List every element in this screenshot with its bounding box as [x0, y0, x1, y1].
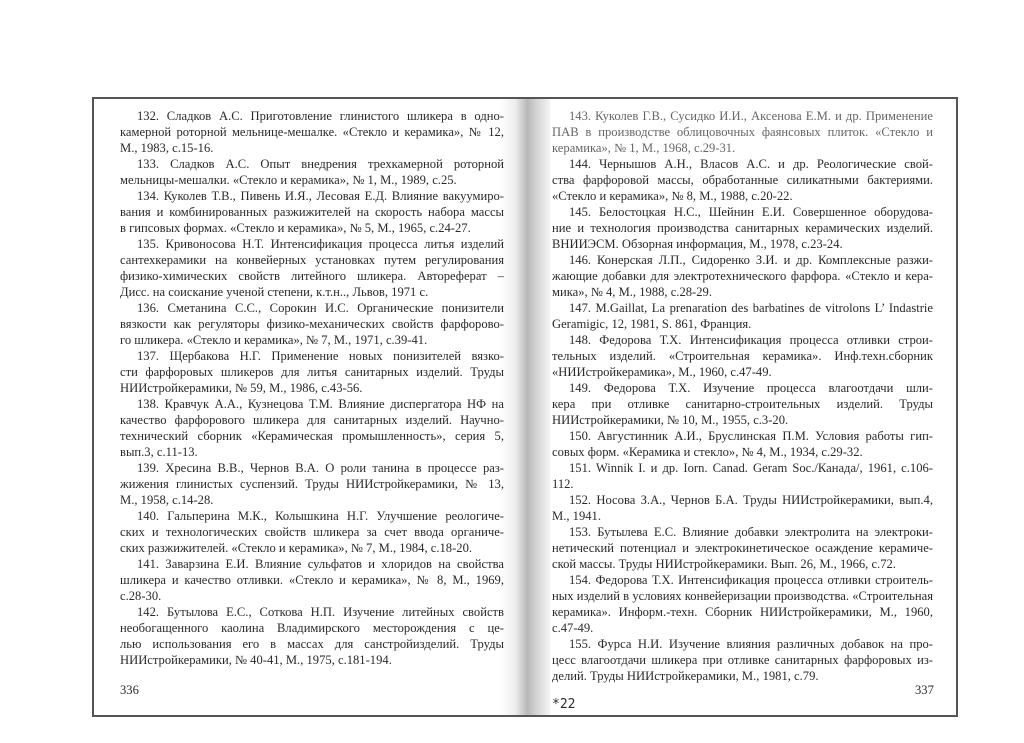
text-line: тельных изделий. «Строительная керамика». Инф.техн.сборник: [552, 349, 933, 363]
signature-mark: *22: [552, 697, 576, 712]
reference-entry: [120, 604, 504, 668]
text-line: 140. Гальперина М.К., Колышкина Н.Г. Улучшение реологиче-: [137, 509, 504, 523]
page-number-left: 336: [120, 683, 139, 697]
text-line: 141. Заварзина Е.И. Влияние сульфатов и хлоридов на свойства: [137, 557, 504, 571]
text-line: 133. Сладков А.С. Опыт внедрения трехкамерной роторной: [137, 157, 504, 171]
text-line: необогащенного каолина Владимирского месторождения с це-: [120, 621, 504, 635]
text-line: вып.3, с.11-13.: [120, 445, 198, 459]
reference-entry: [120, 156, 504, 188]
reference-entry: [120, 300, 504, 348]
text-line: кера при отливке санитарно-строительных изделий. Труды: [552, 397, 933, 411]
text-line: ской массы. Труды НИИстройкерамики. Вып. 26, М., 1966, с.72.: [552, 557, 896, 571]
reference-entry: [552, 332, 933, 380]
text-line: Geramigic, 12, 1981, S. 861, Франция.: [552, 317, 752, 331]
reference-entry: [552, 636, 933, 684]
text-line: НИИстройкерамики, № 10, М., 1955, с.3-20.: [552, 413, 789, 427]
reference-entry: [120, 108, 504, 156]
reference-entry: [120, 508, 504, 556]
text-line: 145. Белостоцкая Н.С., Шейнин Е.И. Совершенное оборудова-: [569, 205, 933, 219]
text-line: мельницы-мешалки. «Стекло и керамика», № 1, М., 1989, с.25.: [120, 173, 457, 187]
reference-entry: [552, 492, 933, 524]
text-line: 139. Хресина В.В., Чернов В.А. О роли танина в процессе раз-: [137, 461, 504, 475]
reference-entry: [552, 524, 933, 572]
text-line: НИИстройкерамики, № 59, М., 1986, с.43-56.: [120, 381, 363, 395]
text-line: керамика», № 1, М., 1968, с.29-31.: [552, 141, 736, 155]
text-line: ства фарфоровой массы, обработанные силикатными бактериями.: [552, 173, 933, 187]
reference-entry: [120, 236, 504, 300]
reference-entry: [120, 348, 504, 396]
page-number-right: 337: [915, 683, 934, 697]
text-line: физико-химических свойств литейного шликера. Автореферат –: [120, 269, 504, 283]
text-line: 134. Куколев Т.В., Пивень И.Я., Лесовая Е.Д. Влияние вакуумиро-: [137, 189, 504, 203]
text-line: 148. Федорова Т.Х. Интенсификация процесса отливки строи-: [569, 333, 933, 347]
text-line: жижения глинистых суспензий. Труды НИИстройкерамики, № 13,: [120, 477, 504, 491]
text-line: 153. Бутылева Е.С. Влияние добавки электролита на электроки-: [569, 525, 933, 539]
text-line: вания и комбинированных разжижителей на скорость набора массы: [120, 205, 504, 219]
text-line: М., 1983, с.15-16.: [120, 141, 214, 155]
text-line: ских и технологических свойств шликера за счет ввода органиче-: [120, 525, 504, 539]
text-line: 143. Куколев Г.В., Сусидко И.И., Аксенова Е.М. и др. Применение: [569, 109, 933, 123]
text-line: «Стекло и керамика», № 8, М., 1988, с.20-22.: [552, 189, 793, 203]
text-line: в гипсовых формах. «Стекло и керамика», № 5, М., 1965, с.24-27.: [120, 221, 471, 235]
reference-entry: [552, 428, 933, 460]
reference-entry: [552, 204, 933, 252]
reference-entry: [552, 156, 933, 204]
text-line: лью использования его в массах для санстройизделий. Труды: [120, 637, 504, 651]
text-line: делий. Труды НИИстройкерамики, М., 1981, с.79.: [552, 669, 819, 683]
reference-entry: [552, 252, 933, 300]
text-line: НИИстройкерамики, № 40-41, М., 1975, с.181-194.: [120, 653, 392, 667]
text-line: ПАВ в производстве облицовочных фаянсовых плиток. «Стекло и: [552, 125, 933, 139]
text-line: 112.: [552, 477, 574, 491]
text-line: цесс влагоотдачи шликера при отливке санитарных фарфоровых из-: [552, 653, 933, 667]
text-line: «НИИстройкерамика», М., 1960, с.47-49.: [552, 365, 772, 379]
text-line: 155. Фурса Н.И. Изучение влияния различных добавок на про-: [569, 637, 933, 651]
text-line: 150. Августинник А.И., Бруслинская П.М. Условия работы гип-: [569, 429, 933, 443]
text-line: ских разжижителей. «Стекло и керамика», № 7, М., 1984, с.18-20.: [120, 541, 473, 555]
text-line: 138. Кравчук А.А., Кузнецова Т.М. Влияние диспергатора НФ на: [137, 397, 504, 411]
left-page-references: [120, 108, 504, 668]
text-line: 152. Носова З.А., Чернов Б.А. Труды НИИстройкерамики, вып.4,: [569, 493, 933, 507]
text-line: ных изделий в условиях конвейеризации производства. «Строительная: [552, 589, 933, 603]
reference-entry: [120, 188, 504, 236]
book-gutter-shadow: [500, 99, 550, 715]
right-page-references: [552, 108, 933, 684]
reference-entry: [120, 556, 504, 604]
text-line: сантехкерамики на конвейерных установках путем регулирования: [120, 253, 504, 267]
text-line: 132. Сладков А.С. Приготовление глинистого шликера в одно-: [137, 109, 504, 123]
text-line: го шликера. «Стекло и керамика», № 7, М., 1971, с.39-41.: [120, 333, 428, 347]
text-line: 136. Сметанина С.С., Сорокин И.С. Органические понизители: [137, 301, 504, 315]
text-line: с.28-30.: [120, 589, 162, 603]
text-line: мика», № 4, М., 1988, с.28-29.: [552, 285, 712, 299]
reference-entry: [552, 108, 933, 156]
text-line: 151. Winnik I. и др. Iorn. Canad. Geram Soc./Канада/, 1961, с.106-: [569, 461, 933, 475]
text-line: качество фарфорового шликера для санитарных изделий. Научно-: [120, 413, 504, 427]
text-line: камерной роторной мельнице-мешалке. «Стекло и керамика», № 12,: [120, 125, 504, 139]
text-line: Дисс. на соискание ученой степени, к.т.н.., Львов, 1971 с.: [120, 285, 429, 299]
text-line: совых форм. «Керамика и стекло», № 4, М., 1934, с.29-32.: [552, 445, 863, 459]
text-line: 142. Бутылова Е.С., Соткова Н.П. Изучение литейных свойств: [137, 605, 504, 619]
reference-entry: [552, 300, 933, 332]
text-line: вязкости как регуляторы физико-механических свойств фарфорово-: [120, 317, 504, 331]
text-line: М., 1958, с.14-28.: [120, 493, 214, 507]
text-line: 154. Федорова Т.Х. Интенсификация процесса отливки строитель-: [569, 573, 933, 587]
text-line: 135. Кривоносова Н.Т. Интенсификация процесса литья изделий: [137, 237, 504, 251]
reference-entry: [552, 380, 933, 428]
text-line: ВНИИЭСМ. Обзорная информация, М., 1978, с.23-24.: [552, 237, 843, 251]
text-line: ние и технология производства санитарных керамических изделий.: [552, 221, 933, 235]
text-line: технический сборник «Керамическая промышленность», серия 5,: [120, 429, 504, 443]
reference-entry: [120, 460, 504, 508]
reference-entry: [552, 460, 933, 492]
text-line: 149. Федорова Т.Х. Изучение процесса влагоотдачи шли-: [569, 381, 933, 395]
text-line: 144. Чернышов А.Н., Власов А.С. и др. Реологические свой-: [569, 157, 933, 171]
reference-entry: [120, 396, 504, 460]
text-line: 137. Щербакова Н.Г. Применение новых понизителей вязко-: [137, 349, 504, 363]
text-line: нетический потенциал и электрокинетическое осаждение керамиче-: [552, 541, 933, 555]
text-line: 146. Конерская Л.П., Сидоренко З.И. и др. Комплексные разжи-: [569, 253, 933, 267]
text-line: с.47-49.: [552, 621, 594, 635]
text-line: керамика». Информ.-техн. Сборник НИИстройкерамики, М., 1960,: [552, 605, 933, 619]
reference-entry: [552, 572, 933, 636]
text-line: жающие добавки для электротехнического фарфора. «Стекло и кера-: [552, 269, 933, 283]
text-line: сти фарфоровых шликеров для литья санитарных изделий. Труды: [120, 365, 504, 379]
text-line: М., 1941.: [552, 509, 601, 523]
text-line: шликера и качество отливки. «Стекло и керамика», № 8, М., 1969,: [120, 573, 504, 587]
text-line: 147. M.Gaillat, La prenaration des barbatines de vitrolons L’ Indastrie: [569, 301, 933, 315]
